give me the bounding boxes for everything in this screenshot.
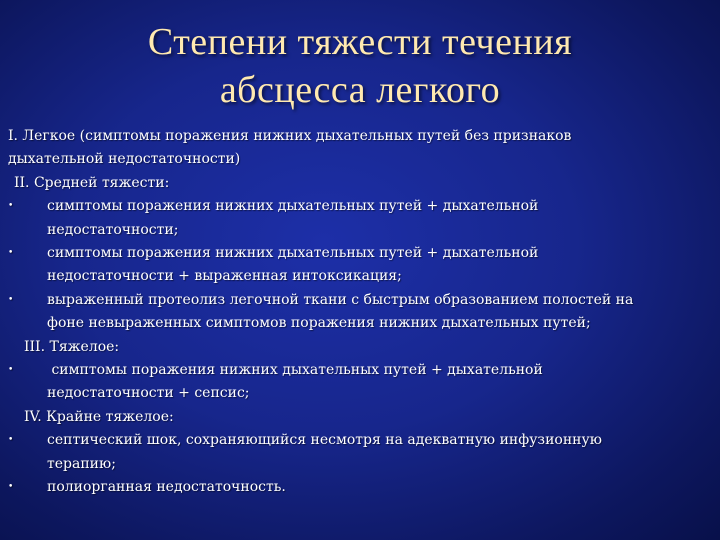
list-item-text: полиорганная недостаточность. (47, 479, 286, 496)
slide-title-line-2: абсцесса легкого (219, 69, 501, 111)
level-4-heading: IV. Крайне тяжелое: (24, 408, 174, 425)
bullet-icon: • (8, 248, 14, 259)
list-item-text: выраженный протеолиз легочной ткани с быстрым образованием полостей на (47, 291, 634, 308)
level-1-text-line-1: I. Легкое (симптомы поражения нижних дыхательных путей без признаков (8, 128, 572, 144)
list-item (8, 195, 708, 242)
list-item (8, 289, 708, 336)
list-item-text: терапию; (47, 455, 116, 472)
list-item-text: фоне невыраженных симптомов поражения нижних дыхательных путей; (47, 315, 591, 332)
list-item (8, 359, 708, 406)
list-item (8, 242, 708, 289)
level-1-text-line-2: дыхательной недостаточности) (8, 151, 241, 168)
list-item-text: септический шок, сохраняющийся несмотря на адекватную инфузионную (47, 432, 602, 449)
bullet-icon: • (8, 482, 14, 493)
slide-body (8, 125, 708, 500)
level-2-heading: II. Средней тяжести: (14, 174, 170, 191)
slide-title-line-1: Степени тяжести течения (147, 21, 573, 63)
list-item-text: недостаточности + выраженная интоксикация; (47, 268, 402, 285)
bullet-icon: • (8, 201, 14, 212)
list-item-text: недостаточности + сепсис; (47, 385, 250, 402)
bullet-icon: • (8, 365, 14, 376)
slide-title (40, 18, 680, 114)
list-item-text: недостаточности; (47, 221, 179, 238)
bullet-icon: • (8, 294, 14, 305)
list-item (8, 476, 708, 499)
list-item (8, 429, 708, 476)
list-item-text: симптомы поражения нижних дыхательных путей + дыхательной (47, 198, 539, 215)
list-item-text: симптомы поражения нижних дыхательных путей + дыхательной (47, 245, 539, 262)
level-3-heading: III. Тяжелое: (24, 338, 120, 355)
bullet-icon: • (8, 435, 14, 446)
list-item-text: симптомы поражения нижних дыхательных путей + дыхательной (47, 362, 543, 379)
